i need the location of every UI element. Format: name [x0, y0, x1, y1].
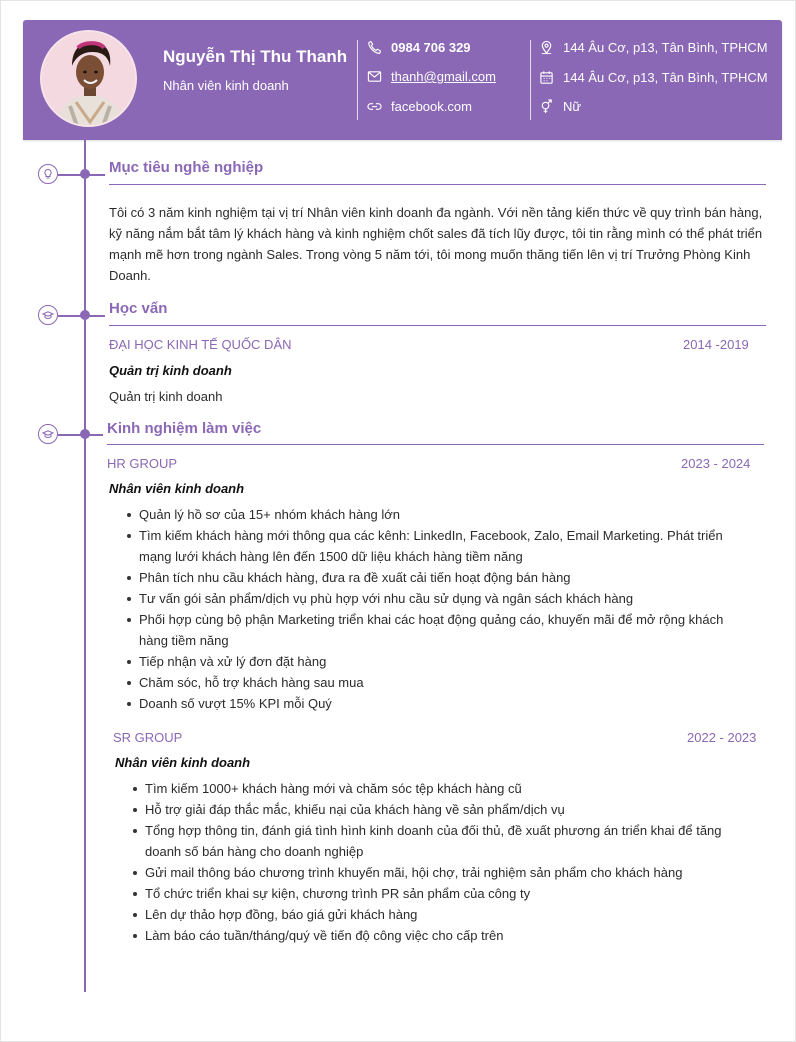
mail-icon [367, 69, 382, 84]
contact-website[interactable] [367, 99, 472, 114]
contact-address [539, 40, 768, 55]
education-detail: Quản trị kinh doanh [109, 389, 223, 404]
timeline-connector [89, 434, 103, 436]
gender-text: Nữ [563, 99, 582, 114]
job-position: Nhân viên kinh doanh [109, 481, 245, 496]
education-major: Quản trị kinh doanh [109, 363, 232, 378]
objective-text: Tôi có 3 năm kinh nghiệm tại vị trí Nhân viên kinh doanh đa ngành. Với nền tảng kiến thức về quy trình bán hàng, kỹ năng nắm bắt tâm lý khách hàng và kinh nghiệm chốt sales đã tích lũy được, tôi tin rằng mình có thể phát triển mạnh mẽ hơn trong ngành Sales. Trong vòng 5 năm tới, tôi mong muốn thăng tiến lên vị trí Trưởng Phòng Kinh Doanh. [109, 205, 763, 283]
address-text: 144 Âu Cơ, p13, Tân Bình, TPHCM [563, 40, 768, 55]
list-item: Hỗ trợ giải đáp thắc mắc, khiếu nại của khách hàng về sản phẩm/dịch vụ [133, 799, 753, 820]
location-pin-icon [539, 40, 554, 55]
graduation-cap-icon [38, 305, 58, 325]
job-company: HR GROUP [107, 456, 178, 471]
list-item: Tổng hợp thông tin, đánh giá tình hình kinh doanh của đối thủ, đề xuất phương án triển khai để tăng doanh số bán hàng cho doanh nghiệp [133, 820, 753, 862]
gender-icon [539, 99, 554, 114]
contact-gender [539, 99, 581, 114]
phone-icon [367, 40, 382, 55]
address-secondary-text: 144 Âu Cơ, p13, Tân Bình, TPHCM [563, 70, 768, 85]
contact-phone [367, 40, 471, 55]
list-item: Phối hợp cùng bộ phận Marketing triển khai các hoạt động quảng cáo, khuyến mãi để mở rộng khách hàng tiềm năng [127, 609, 752, 651]
list-item: Phân tích nhu cầu khách hàng, đưa ra đề xuất cải tiến hoạt động bán hàng [127, 567, 752, 588]
job-period: 2023 - 2024 [681, 456, 751, 471]
section-divider [109, 184, 766, 185]
job-company: SR GROUP [113, 730, 183, 745]
timeline-connector [89, 315, 105, 317]
job-position: Nhân viên kinh doanh [115, 755, 251, 770]
timeline-line [84, 140, 86, 992]
job-period: 2022 - 2023 [687, 730, 757, 745]
lightbulb-icon [38, 164, 58, 184]
section-title-education: Học vấn [109, 300, 168, 317]
header-divider [530, 40, 531, 120]
section-divider [109, 325, 766, 326]
candidate-role: Nhân viên kinh doanh [163, 78, 289, 93]
avatar-portrait-illustration [42, 32, 137, 127]
list-item: Tiếp nhận và xử lý đơn đặt hàng [127, 651, 752, 672]
list-item: Tìm kiếm khách hàng mới thông qua các kênh: LinkedIn, Facebook, Zalo, Email Marketing. Phát triển mạng lưới khách hàng lên đến 1500 dữ liệu khách hàng tiềm năng [127, 525, 752, 567]
phone-text: 0984 706 329 [391, 40, 471, 55]
list-item: Tư vấn gói sản phẩm/dịch vụ phù hợp với nhu cầu sử dụng và ngân sách khách hàng [127, 588, 752, 609]
list-item: Tổ chức triển khai sự kiện, chương trình PR sản phẩm của công ty [133, 883, 753, 904]
avatar [40, 30, 137, 127]
website-link[interactable]: facebook.com [391, 99, 472, 114]
list-item: Gửi mail thông báo chương trình khuyến mãi, hội chợ, trải nghiệm sản phẩm cho khách hàng [133, 862, 753, 883]
link-icon [367, 99, 382, 114]
list-item: Doanh số vượt 15% KPI mỗi Quý [127, 693, 752, 714]
section-divider [107, 444, 764, 445]
list-item: Lên dự thảo hợp đồng, báo giá gửi khách hàng [133, 904, 753, 925]
contact-address-secondary [539, 70, 768, 85]
education-period: 2014 -2019 [683, 337, 749, 352]
list-item: Tìm kiếm 1000+ khách hàng mới và chăm sóc tệp khách hàng cũ [133, 778, 753, 799]
job-duties-list [127, 504, 752, 714]
graduation-cap-icon [38, 424, 58, 444]
candidate-name: Nguyễn Thị Thu Thanh [163, 47, 348, 66]
header-divider [357, 40, 358, 120]
section-title-objective: Mục tiêu nghề nghiệp [109, 159, 264, 176]
cv-header [23, 20, 782, 140]
email-link[interactable]: thanh@gmail.com [391, 69, 496, 84]
list-item: Làm báo cáo tuần/tháng/quý về tiến độ công việc cho cấp trên [133, 925, 753, 946]
job-duties-list [133, 778, 753, 946]
section-title-experience: Kinh nghiệm làm việc [107, 420, 262, 437]
list-item: Quản lý hồ sơ của 15+ nhóm khách hàng lớn [127, 504, 752, 525]
contact-email[interactable] [367, 69, 496, 84]
list-item: Chăm sóc, hỗ trợ khách hàng sau mua [127, 672, 752, 693]
calendar-icon [539, 70, 554, 85]
timeline-connector [89, 174, 105, 176]
school-name: ĐẠI HỌC KINH TẾ QUỐC DÂN [109, 337, 292, 352]
